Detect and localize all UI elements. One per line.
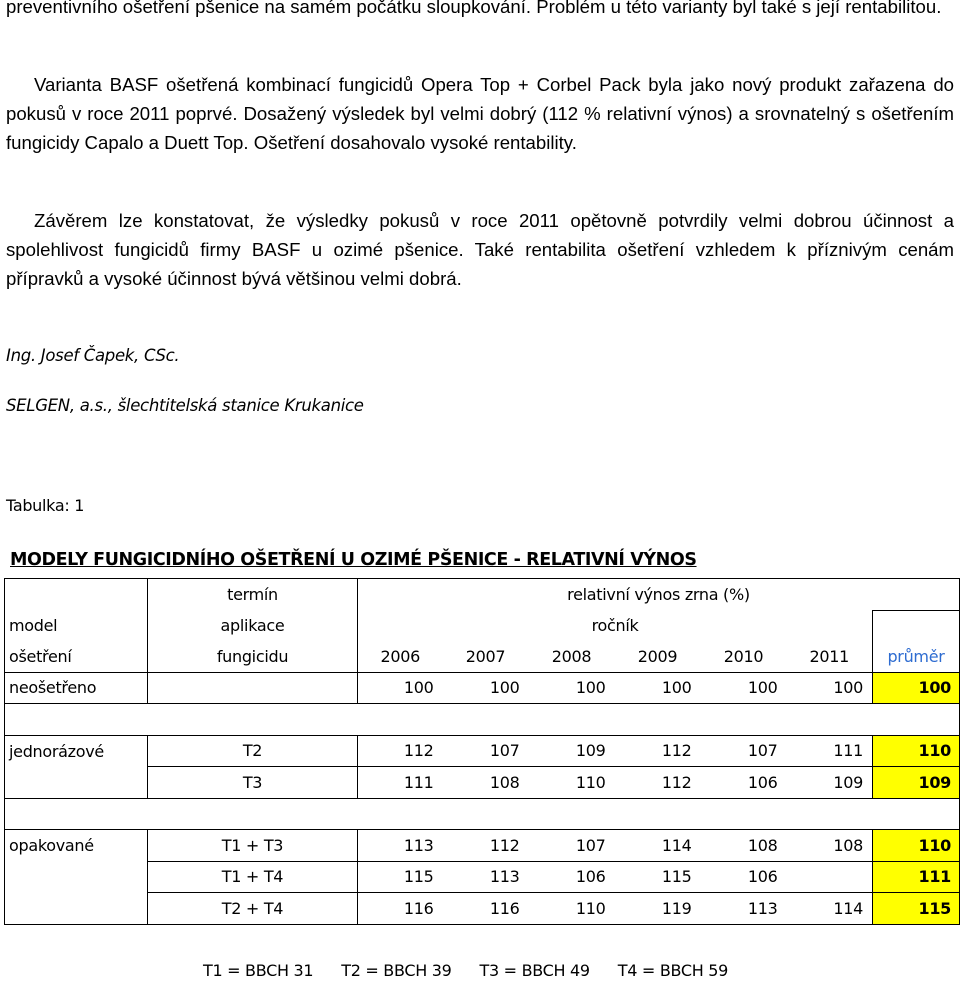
row-value: 111: [787, 735, 873, 767]
row-value: 113: [701, 893, 787, 925]
header-year: 2008: [551, 646, 592, 666]
row-term: T2: [148, 735, 358, 767]
table-row: [5, 672, 960, 704]
header-row-1: [5, 579, 960, 611]
row-model: [5, 893, 148, 925]
row-average: 110: [873, 735, 960, 767]
row-average: 110: [873, 830, 960, 862]
table-title: MODELY FUNGICIDNÍHO OŠETŘENÍ U OZIMÉ PŠENICE - RELATIVNÍ VÝNOS: [10, 550, 697, 570]
row-term: T1 + T4: [148, 861, 358, 893]
row-value: 110: [529, 893, 615, 925]
row-value: 107: [443, 735, 529, 767]
header-year: 2009: [637, 646, 678, 666]
header-year: 2010: [723, 646, 764, 666]
row-value: 109: [529, 735, 615, 767]
row-value: 115: [358, 861, 443, 893]
table-row: [5, 830, 960, 862]
row-value: 116: [358, 893, 443, 925]
header-term: termín: [148, 579, 358, 611]
row-term: T2 + T4: [148, 893, 358, 925]
header-year: 2006: [358, 641, 443, 672]
header-row-3: [5, 641, 960, 672]
table-label: Tabulka: 1: [6, 496, 85, 515]
paragraph-conclusion: Závěrem lze konstatovat, že výsledky pokusů v roce 2011 opětovně potvrdily velmi dobrou účinnost a spolehlivost fungicidů firmy BASF u ozimé pšenice. Také rentabilita ošetření vzhledem k příznivým cenám přípravků a vysoké účinnost bývá většinou velmi dobrá.: [6, 210, 954, 289]
header-year: 2011: [809, 646, 850, 666]
row-term: T1 + T3: [148, 830, 358, 862]
row-value: 116: [443, 893, 529, 925]
table-row: [5, 893, 960, 925]
spacer-row: [5, 704, 960, 736]
row-value: 106: [701, 861, 787, 893]
header-model: model: [5, 610, 148, 641]
header-application: aplikace: [148, 610, 358, 641]
table-row: [5, 735, 960, 767]
row-model: jednorázové: [5, 735, 148, 767]
row-value: 108: [701, 830, 787, 862]
row-model: [5, 861, 148, 893]
row-average: 111: [873, 861, 960, 893]
header-year-label: ročník: [358, 610, 873, 641]
legend-item: T3 = BBCH 49: [479, 961, 590, 980]
row-average: 100: [873, 672, 960, 704]
row-term: T3: [148, 767, 358, 799]
row-value: 119: [615, 893, 701, 925]
header-treatment: ošetření: [5, 641, 148, 672]
row-value: 100: [787, 672, 873, 704]
row-model: [5, 767, 148, 799]
legend-item: T2 = BBCH 39: [341, 961, 452, 980]
author-organization: SELGEN, a.s., šlechtitelská stanice Krukanice: [6, 396, 364, 415]
row-model: neošetřeno: [5, 672, 148, 704]
header-row-2: [5, 610, 960, 641]
row-value: 110: [529, 767, 615, 799]
row-value: 112: [615, 735, 701, 767]
yield-table: [4, 578, 960, 925]
row-value: 108: [443, 767, 529, 799]
row-model: opakované: [5, 830, 148, 862]
legend-item: T1 = BBCH 31: [203, 961, 314, 980]
row-value: 106: [529, 861, 615, 893]
spacer-row: [5, 798, 960, 830]
row-average: 115: [873, 893, 960, 925]
header-fungicide: fungicidu: [148, 641, 358, 672]
row-value: 109: [787, 767, 873, 799]
header-yield: relativní výnos zrna (%): [358, 579, 960, 611]
row-value: 100: [529, 672, 615, 704]
table-row: [5, 861, 960, 893]
legend-item: T4 = BBCH 59: [617, 961, 729, 980]
row-term: [148, 672, 358, 704]
paragraph-basf-variant: Varianta BASF ošetřená kombinací fungicidů Opera Top + Corbel Pack byla jako nový produkt zařazena do pokusů v roce 2011 poprvé. Dosažený výsledek byl velmi dobrý (112 % relativní výnos) a srovnatelný s ošetřením fungicidy Capalo a Duett Top. Ošetření dosahovalo vysoké rentability.: [6, 74, 954, 153]
row-value: 114: [615, 830, 701, 862]
row-value: 112: [443, 830, 529, 862]
row-value: 107: [529, 830, 615, 862]
row-value: 113: [358, 830, 443, 862]
row-value: 112: [358, 735, 443, 767]
paragraph-intro-continuation: preventivního ošetření pšenice na samém počátku sloupkování. Problém u této varianty byl také s její rentabilitou.: [6, 0, 942, 17]
row-value: 112: [615, 767, 701, 799]
table-row: [5, 767, 960, 799]
row-value: 100: [615, 672, 701, 704]
row-value: [787, 861, 873, 893]
row-value: 106: [701, 767, 787, 799]
row-value: 115: [615, 861, 701, 893]
row-average: 109: [873, 767, 960, 799]
row-value: 100: [701, 672, 787, 704]
row-value: 107: [701, 735, 787, 767]
header-average: průměr: [873, 641, 960, 672]
bbch-legend: [203, 961, 728, 980]
header-year: 2007: [465, 646, 506, 666]
row-value: 111: [358, 767, 443, 799]
row-value: 100: [358, 672, 443, 704]
author-name: Ing. Josef Čapek, CSc.: [6, 346, 180, 365]
row-value: 113: [443, 861, 529, 893]
row-value: 100: [443, 672, 529, 704]
row-value: 114: [787, 893, 873, 925]
row-value: 108: [787, 830, 873, 862]
